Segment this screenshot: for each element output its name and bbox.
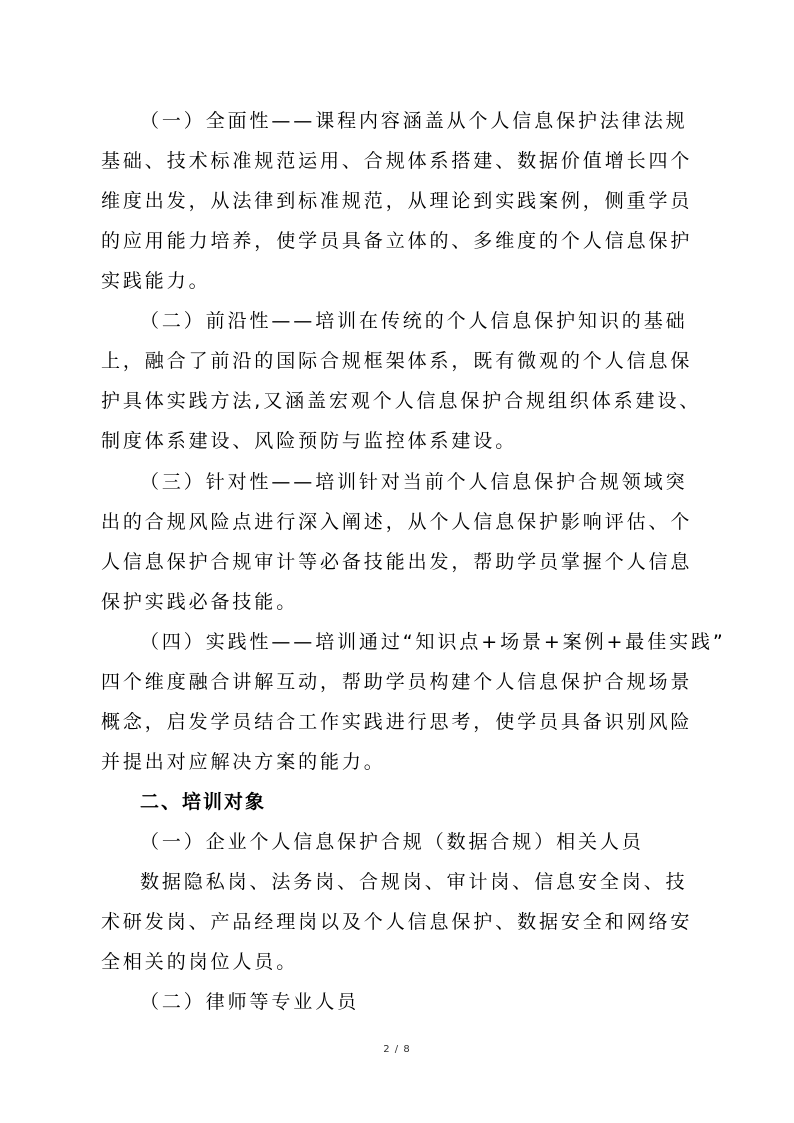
paragraph-comprehensive-line-3: 维度出发，从法律到标准规范，从理论到实践案例，侧重学员 <box>101 190 693 212</box>
paragraph-roles-line-1: 数据隐私岗、法务岗、合规岗、审计岗、信息安全岗、技 <box>140 871 688 893</box>
subheading-enterprise-staff: （一）企业个人信息保护合规（数据合规）相关人员 <box>140 831 644 853</box>
paragraph-frontier-line-4: 制度体系建设、风险预防与监控体系建设。 <box>101 430 518 452</box>
paragraph-targeted-line-3: 人信息保护合规审计等必备技能出发，帮助学员掌握个人信息 <box>101 551 693 573</box>
section-heading-training-audience: 二、培训对象 <box>140 791 267 813</box>
paragraph-practical-line-2: 四个维度融合讲解互动，帮助学员构建个人信息保护合规场景 <box>101 671 693 693</box>
paragraph-targeted-line-4: 保护实践必备技能。 <box>101 591 299 613</box>
subheading-lawyers: （二）律师等专业人员 <box>140 991 360 1013</box>
paragraph-roles-line-3: 全相关的岗位人员。 <box>101 951 299 973</box>
paragraph-comprehensive-line-2: 基础、技术标准规范运用、合规体系搭建、数据价值增长四个 <box>101 150 693 172</box>
paragraph-comprehensive-line-1: （一）全面性——课程内容涵盖从个人信息保护法律法规 <box>140 110 688 132</box>
paragraph-practical-line-4: 并提出对应解决方案的能力。 <box>101 751 386 773</box>
paragraph-practical-line-1: （四）实践性——培训通过“知识点+场景+案例+最佳实践” <box>140 631 726 653</box>
paragraph-roles-line-2: 术研发岗、产品经理岗以及个人信息保护、数据安全和网络安 <box>101 911 693 933</box>
paragraph-practical-line-3: 概念，启发学员结合工作实践进行思考，使学员具备识别风险 <box>101 711 693 733</box>
paragraph-frontier-line-1: （二）前沿性——培训在传统的个人信息保护知识的基础 <box>140 310 688 332</box>
paragraph-targeted-line-1: （三）针对性——培训针对当前个人信息保护合规领域突 <box>140 471 688 493</box>
paragraph-frontier-line-2: 上，融合了前沿的国际合规框架体系，既有微观的个人信息保 <box>101 350 693 372</box>
paragraph-frontier-line-3: 护具体实践方法,又涵盖宏观个人信息保护合规组织体系建设、 <box>101 390 702 412</box>
paragraph-targeted-line-2: 出的合规风险点进行深入阐述，从个人信息保护影响评估、个 <box>101 511 693 533</box>
paragraph-comprehensive-line-4: 的应用能力培养，使学员具备立体的、多维度的个人信息保护 <box>101 230 693 252</box>
paragraph-comprehensive-line-5: 实践能力。 <box>101 270 211 292</box>
page-number: 2 / 8 <box>383 1044 411 1055</box>
